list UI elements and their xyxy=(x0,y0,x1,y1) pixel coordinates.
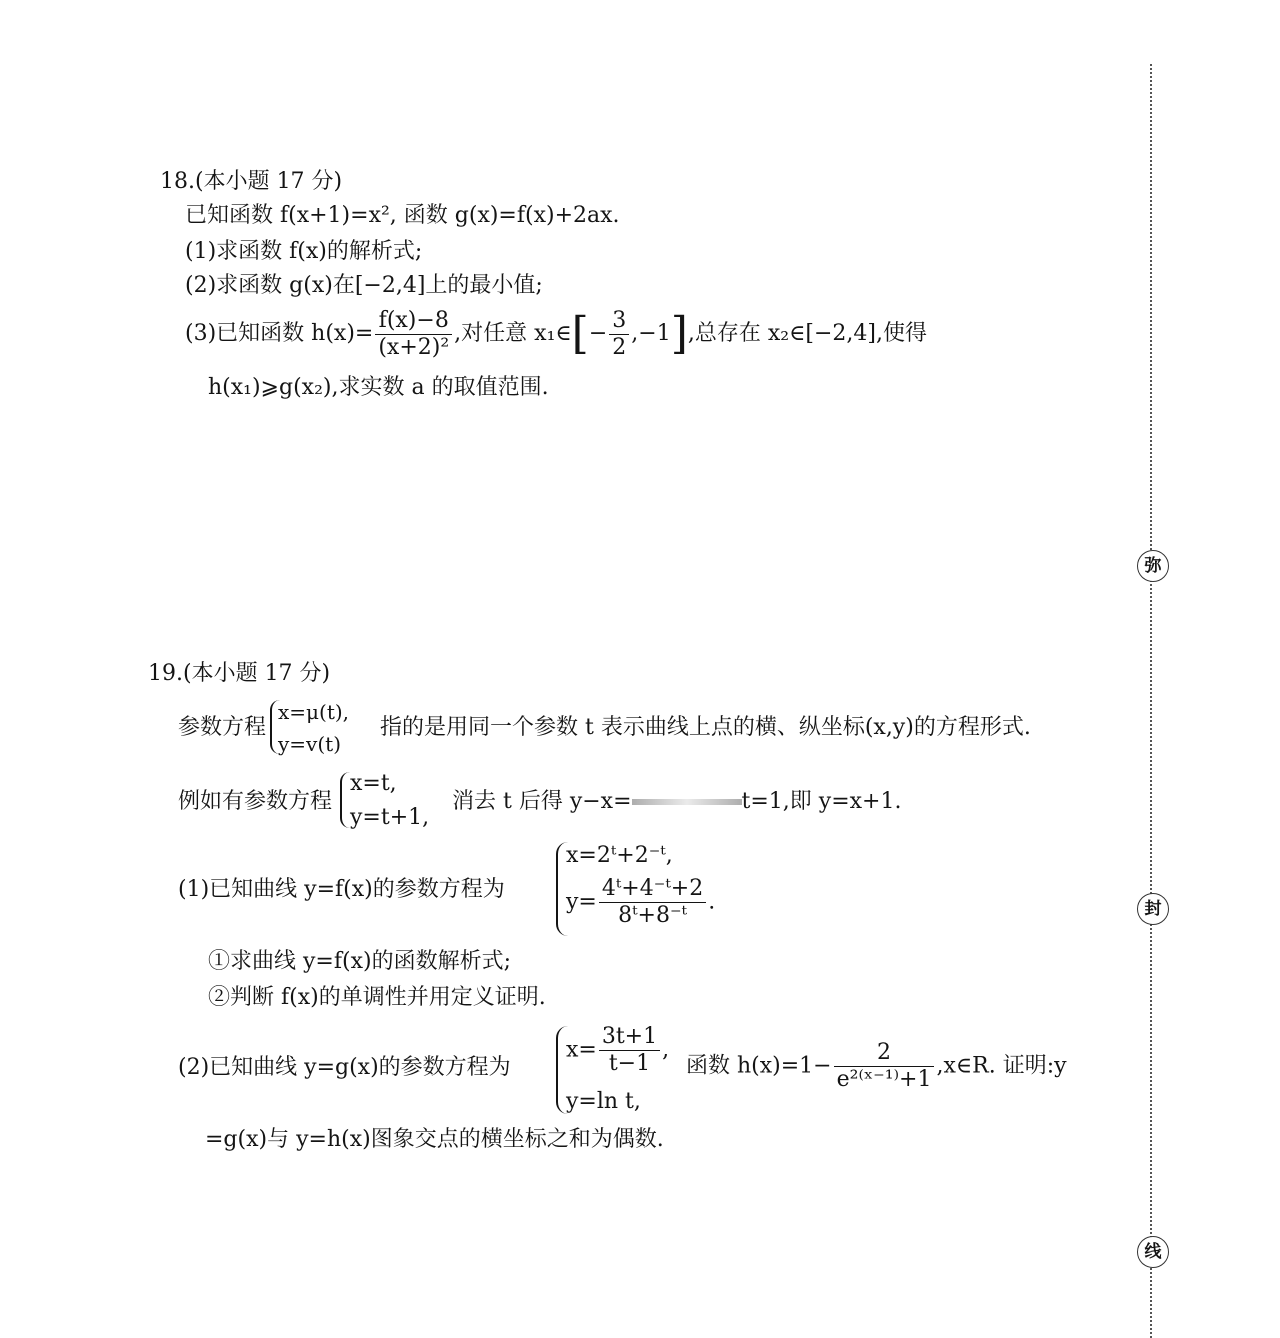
ex-sys-top: x=t, xyxy=(350,771,397,796)
h-fraction xyxy=(375,308,452,361)
blurred-region xyxy=(632,799,742,805)
ex-sys-bot: y=t+1, xyxy=(350,805,430,830)
p2-h-def xyxy=(686,1040,1067,1093)
q18-intro: 已知函数 f(x+1)=x², 函数 g(x)=f(x)+2ax. xyxy=(185,203,620,228)
left-bracket: [ xyxy=(571,308,589,359)
q18-part3-prefix: (3)已知函数 h(x)= xyxy=(185,321,374,346)
seal-char-xian: 线 xyxy=(1137,1236,1169,1268)
p1-fraction-numerator: 4ᵗ+4⁻ᵗ+2 xyxy=(601,876,704,901)
q19-p2-prefix: (2)已知曲线 y=g(x)的参数方程为 xyxy=(178,1055,511,1080)
q19-ex-prefix: 例如有参数方程 xyxy=(178,789,333,814)
p1-sys-y xyxy=(566,876,715,929)
p2-fraction-denominator: t−1 xyxy=(599,1050,660,1077)
p2-x-label: x= xyxy=(566,1037,597,1063)
p1-period: . xyxy=(708,889,716,915)
q18-part3: (3)已知函数 h(x)= $\frac{f(x)-8}{\text{(x+2)²}}$ ,对任意 x₁∈[− $\frac{3}{2}$ ,−1],总存在 x₂∈[−2,4],使得 xyxy=(185,307,927,360)
h-fraction-denominator: (x+2)² xyxy=(375,334,452,361)
seal-dotted-line xyxy=(1150,64,1152,1338)
p2-fraction-numerator: 3t+1 xyxy=(601,1024,658,1049)
p2-sys-x xyxy=(566,1024,669,1077)
right-bracket: ] xyxy=(670,308,688,359)
def-sys-bot: y=v(t) xyxy=(278,732,341,756)
interval-numerator: 3 xyxy=(612,307,627,333)
seal-char-mi: 弥 xyxy=(1137,550,1169,582)
p2-comma: , xyxy=(662,1037,670,1063)
p2-mid: 函数 h(x)=1− xyxy=(686,1053,832,1079)
h-fraction-numerator: f(x)−8 xyxy=(378,307,449,333)
q19-p2-line2: =g(x)与 y=h(x)图象交点的横坐标之和为偶数. xyxy=(205,1127,664,1152)
p2-sys-bot: y=ln t, xyxy=(566,1089,641,1114)
p1-y-label: y= xyxy=(566,889,597,915)
ex-brace xyxy=(340,772,350,828)
ex-suffix-b: t=1,即 y=x+1. xyxy=(741,789,902,814)
p1-sys-top: x=2ᵗ+2⁻ᵗ, xyxy=(566,843,673,868)
interval-fraction xyxy=(609,308,629,361)
q18-header: 18.(本小题 17 分) xyxy=(160,169,343,194)
q18-part3-suffix: ,总存在 x₂∈[−2,4],使得 xyxy=(687,321,927,346)
p2-suffix: ,x∈R. 证明:y xyxy=(936,1053,1067,1079)
p2-fraction xyxy=(599,1024,660,1077)
h2-numerator: 2 xyxy=(877,1040,892,1065)
h-fraction-2 xyxy=(834,1040,935,1093)
p1-fraction xyxy=(599,876,706,929)
q19-p1-prefix: (1)已知曲线 y=f(x)的参数方程为 xyxy=(178,877,505,902)
q19-p1-sub1: ①求曲线 y=f(x)的函数解析式; xyxy=(208,949,511,974)
q19-header: 19.(本小题 17 分) xyxy=(148,661,331,686)
interval-denominator: 2 xyxy=(609,334,629,361)
q18-part2: (2)求函数 g(x)在[−2,4]上的最小值; xyxy=(185,273,543,298)
q19-ex-suffix xyxy=(452,788,901,816)
q19-def-suffix: 指的是用同一个参数 t 表示曲线上点的横、纵坐标(x,y)的方程形式. xyxy=(380,715,1031,740)
q18-part3-line2: h(x₁)⩾g(x₂),求实数 a 的取值范围. xyxy=(208,375,549,400)
q18-part1: (1)求函数 f(x)的解析式; xyxy=(185,239,423,264)
q19-def-prefix: 参数方程 xyxy=(178,715,267,740)
q18-part3-mid: ,对任意 x₁∈ xyxy=(454,321,572,346)
p1-fraction-denominator: 8ᵗ+8⁻ᵗ xyxy=(599,902,706,929)
ex-suffix-a: 消去 t 后得 y−x= xyxy=(452,789,632,814)
def-sys-top: x=μ(t), xyxy=(278,700,350,724)
q19-p1-sub2: ②判断 f(x)的单调性并用定义证明. xyxy=(208,985,546,1010)
seal-char-feng: 封 xyxy=(1137,893,1169,925)
h2-denominator: e²⁽ˣ⁻¹⁾+1 xyxy=(834,1066,935,1093)
